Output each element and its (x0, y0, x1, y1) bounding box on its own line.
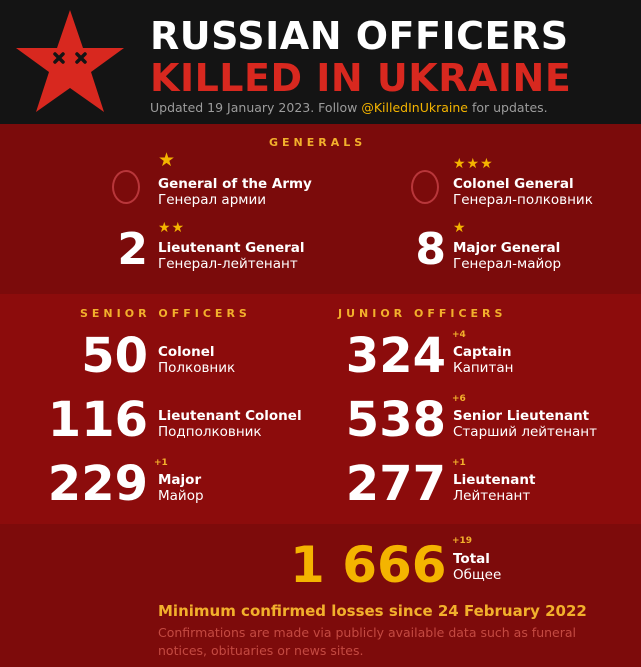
rank-major-general: Major General (453, 240, 561, 256)
senior-officers-label: SENIOR OFFICERS (80, 307, 251, 320)
rank-captain: Captain (453, 344, 512, 360)
zero-count-circle (112, 170, 140, 204)
major-general-stars: ★ (453, 220, 467, 236)
generals-label: GENERALS (269, 136, 367, 149)
colonel-general-stars: ★★★ (453, 156, 494, 172)
count-major-general: 8 (415, 224, 446, 275)
update-suffix: for updates. (467, 100, 548, 115)
count-lieutenant-general: 2 (117, 224, 148, 275)
rank-colonel: Colonel (158, 344, 215, 360)
rank-lieutenant-colonel: Lieutenant Colonel (158, 408, 302, 424)
lieutenant-general-stars: ★★ (158, 220, 186, 236)
delta-senior-lieutenant: +6 (452, 394, 466, 404)
confirmations-note: Confirmations are made via publicly available data such as funeral notices, obituaries or news sites. (158, 625, 577, 658)
count-major: 229 (47, 456, 148, 512)
zero-count-circle (411, 170, 439, 204)
count-lieutenant: 277 (345, 456, 446, 512)
title-line-1: RUSSIAN OFFICERS (150, 14, 569, 58)
rank-lieutenant-ru: Лейтенант (453, 488, 531, 504)
rank-lieutenant-colonel-ru: Подполковник (158, 424, 262, 440)
rank-colonel-general-ru: Генерал-полковник (453, 192, 593, 208)
count-lieutenant-colonel: 116 (47, 392, 148, 448)
rank-lieutenant: Lieutenant (453, 472, 536, 488)
rank-lieutenant-general: Lieutenant General (158, 240, 305, 256)
delta-total: +19 (452, 536, 473, 546)
twitter-handle-link[interactable]: @KilledInUkraine (361, 100, 468, 115)
total-count: 1 666 (290, 536, 447, 594)
rank-general-of-the-army: General of the Army (158, 176, 312, 192)
red-star-with-crossed-eyes-icon (14, 8, 126, 114)
junior-officers-label: JUNIOR OFFICERS (338, 307, 507, 320)
delta-captain: +4 (452, 330, 466, 340)
header (0, 0, 641, 124)
rank-senior-lieutenant: Senior Lieutenant (453, 408, 590, 424)
count-captain: 324 (345, 328, 446, 384)
rank-lieutenant-general-ru: Генерал-лейтенант (158, 256, 298, 272)
general-of-the-army-stars: ★ (158, 149, 177, 171)
rank-senior-lieutenant-ru: Старший лейтенант (453, 424, 597, 440)
rank-major-general-ru: Генерал-майор (453, 256, 562, 272)
count-senior-lieutenant: 538 (345, 392, 446, 448)
rank-major-ru: Майор (158, 488, 204, 504)
title-line-2: KILLED IN UKRAINE (150, 56, 572, 100)
total-label-ru: Общее (453, 567, 502, 583)
rank-general-of-the-army-ru: Генерал армии (158, 192, 267, 208)
delta-lieutenant: +1 (452, 458, 466, 468)
update-prefix: Updated 19 January 2023. Follow (150, 100, 362, 115)
rank-colonel-ru: Полковник (158, 360, 236, 376)
rank-colonel-general: Colonel General (453, 176, 574, 192)
rank-captain-ru: Капитан (453, 360, 514, 376)
rank-major: Major (158, 472, 202, 488)
minimum-losses-note: Minimum confirmed losses since 24 February 2022 (158, 602, 587, 620)
total-label: Total (453, 551, 490, 567)
delta-major: +1 (154, 458, 168, 468)
count-colonel: 50 (81, 328, 148, 384)
update-note (150, 100, 548, 115)
